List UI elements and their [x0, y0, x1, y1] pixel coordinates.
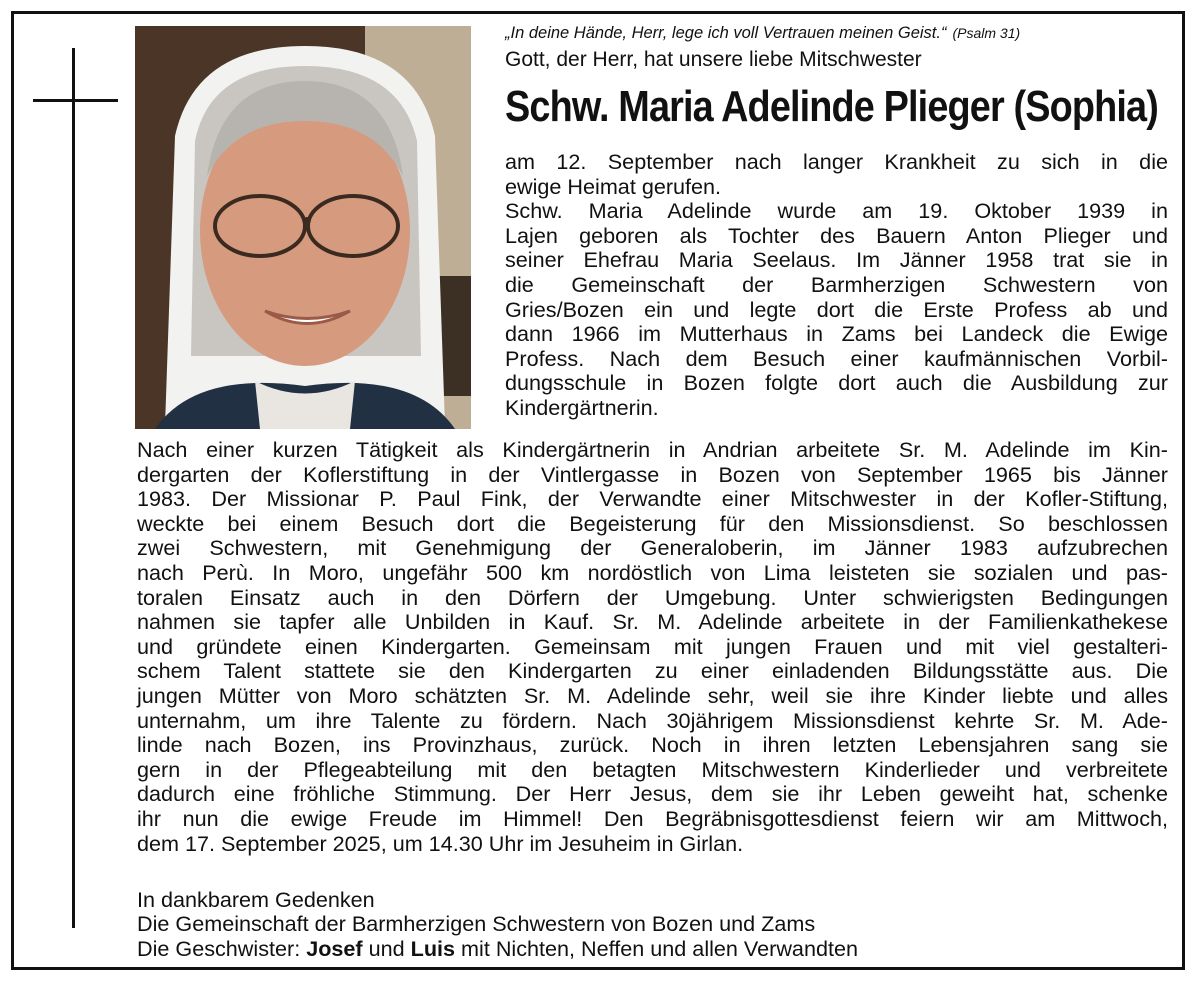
- text-line: dadurch eine fröhliche Stimmung. Der Herr Jesus, dem sie ihr Leben geweiht hat, schenke: [137, 781, 1168, 807]
- closing-family: [137, 937, 858, 962]
- text-line: zwei Schwestern, mit Genehmigung der Generaloberin, im Jänner 1983 aufzubrechen: [137, 535, 1168, 561]
- text-line: toralen Einsatz auch in den Dörfern der Umgebung. Unter schwierigsten Bedingungen: [137, 584, 1168, 610]
- text-line: linde nach Bozen, ins Provinzhaus, zurück. Noch in ihren letzten Lebensjahren sang sie: [137, 732, 1168, 758]
- text-line: Schw. Maria Adelinde wurde am 19. Oktober 1939 in: [505, 198, 1168, 224]
- cross-icon: [72, 48, 75, 928]
- text-line: dergarten der Koflerstiftung in der Vintlergasse in Bozen von September 1965 bis Jänner: [137, 461, 1168, 487]
- text-line: schem Talent stattete sie den Kindergarten zu einer einladenden Bildungsstätte aus. Die: [137, 658, 1168, 684]
- text-line: nahmen sie tapfer alle Unbilden in Kauf. Sr. M. Adelinde arbeitete in der Familienkathekese: [137, 609, 1168, 635]
- text-line: und gründete einen Kindergarten. Gemeinsam mit jungen Frauen und mit viel gestalteri-: [137, 633, 1168, 659]
- text-line: nach Perù. In Moro, ungefähr 500 km nordöstlich von Lima leisteten sie sozialen und pas-: [137, 559, 1168, 585]
- family-suffix: mit Nichten, Neffen und allen Verwandten: [455, 936, 858, 961]
- text-line: ihr nun die ewige Freude im Himmel! Den Begräbnisgottesdienst feiern wir am Mittwoch,: [137, 805, 1168, 831]
- text-line: Profess. Nach dem Besuch einer kaufmännischen Vorbil-: [505, 345, 1168, 371]
- quote-text: „In deine Hände, Herr, lege ich voll Vertrauen meinen Geist.“: [505, 24, 947, 42]
- text-line: ewige Heimat gerufen.: [505, 173, 722, 199]
- biography-top: [505, 150, 1168, 421]
- quote-source: (Psalm 31): [952, 25, 1021, 41]
- quote: [505, 24, 1020, 43]
- text-line: dem 17. September 2025, um 14.30 Uhr im Jesuheim in Girlan.: [137, 830, 744, 856]
- text-line: Nach einer kurzen Tätigkeit als Kindergärtnerin in Andrian arbeitete Sr. M. Adelinde im Kin-: [137, 437, 1168, 462]
- text-line: dungsschule in Bozen folgte dort auch die Ausbildung zur: [505, 370, 1168, 396]
- family-and: und: [362, 936, 411, 961]
- sibling-name: Luis: [410, 936, 456, 961]
- biography-main: [137, 438, 1168, 856]
- closing-gratitude: In dankbarem Gedenken: [137, 887, 375, 912]
- text-line: 1983. Der Missionar P. Paul Fink, der Verwandte einer Mitschwester in der Kofler-Stiftung,: [137, 486, 1168, 512]
- family-prefix: Die Geschwister:: [137, 936, 307, 961]
- intro-line: Gott, der Herr, hat unsere liebe Mitschwester: [505, 48, 922, 71]
- text-line: dann 1966 im Mutterhaus in Zams bei Landeck die Ewige: [505, 321, 1168, 347]
- text-line: seiner Ehefrau Maria Seelaus. Im Jänner 1958 trat sie in: [505, 247, 1168, 273]
- text-line: die Gemeinschaft der Barmherzigen Schwestern von: [505, 271, 1168, 297]
- text-line: Kindergärtnerin.: [505, 394, 659, 420]
- text-line: unternahm, um ihre Talente zu fördern. Nach 30jährigem Missionsdienst kehrte Sr. M. Ade-: [137, 707, 1168, 733]
- text-line: Lajen geboren als Tochter des Bauern Anton Plieger und: [505, 222, 1168, 248]
- cross-icon-bar: [33, 99, 118, 102]
- deceased-name: Schw. Maria Adelinde Plieger (Sophia): [505, 82, 1158, 131]
- text-line: Gries/Bozen ein und legte dort die Erste Profess ab und: [505, 296, 1168, 322]
- text-line: jungen Mütter von Moro schätzten Sr. M. Adelinde sehr, weil sie ihre Kinder liebte und alles: [137, 682, 1168, 708]
- text-line: weckte bei einem Besuch dort die Begeisterung für den Missionsdienst. So beschlossen: [137, 510, 1168, 536]
- portrait-photo: [135, 26, 471, 429]
- text-line: gern in der Pflegeabteilung mit den betagten Mitschwestern Kinderlieder und verbreitete: [137, 756, 1168, 782]
- closing-community: Die Gemeinschaft der Barmherzigen Schwestern von Bozen und Zams: [137, 911, 816, 936]
- sibling-name: Josef: [306, 936, 363, 961]
- text-line: am 12. September nach langer Krankheit zu sich in die: [505, 149, 1168, 174]
